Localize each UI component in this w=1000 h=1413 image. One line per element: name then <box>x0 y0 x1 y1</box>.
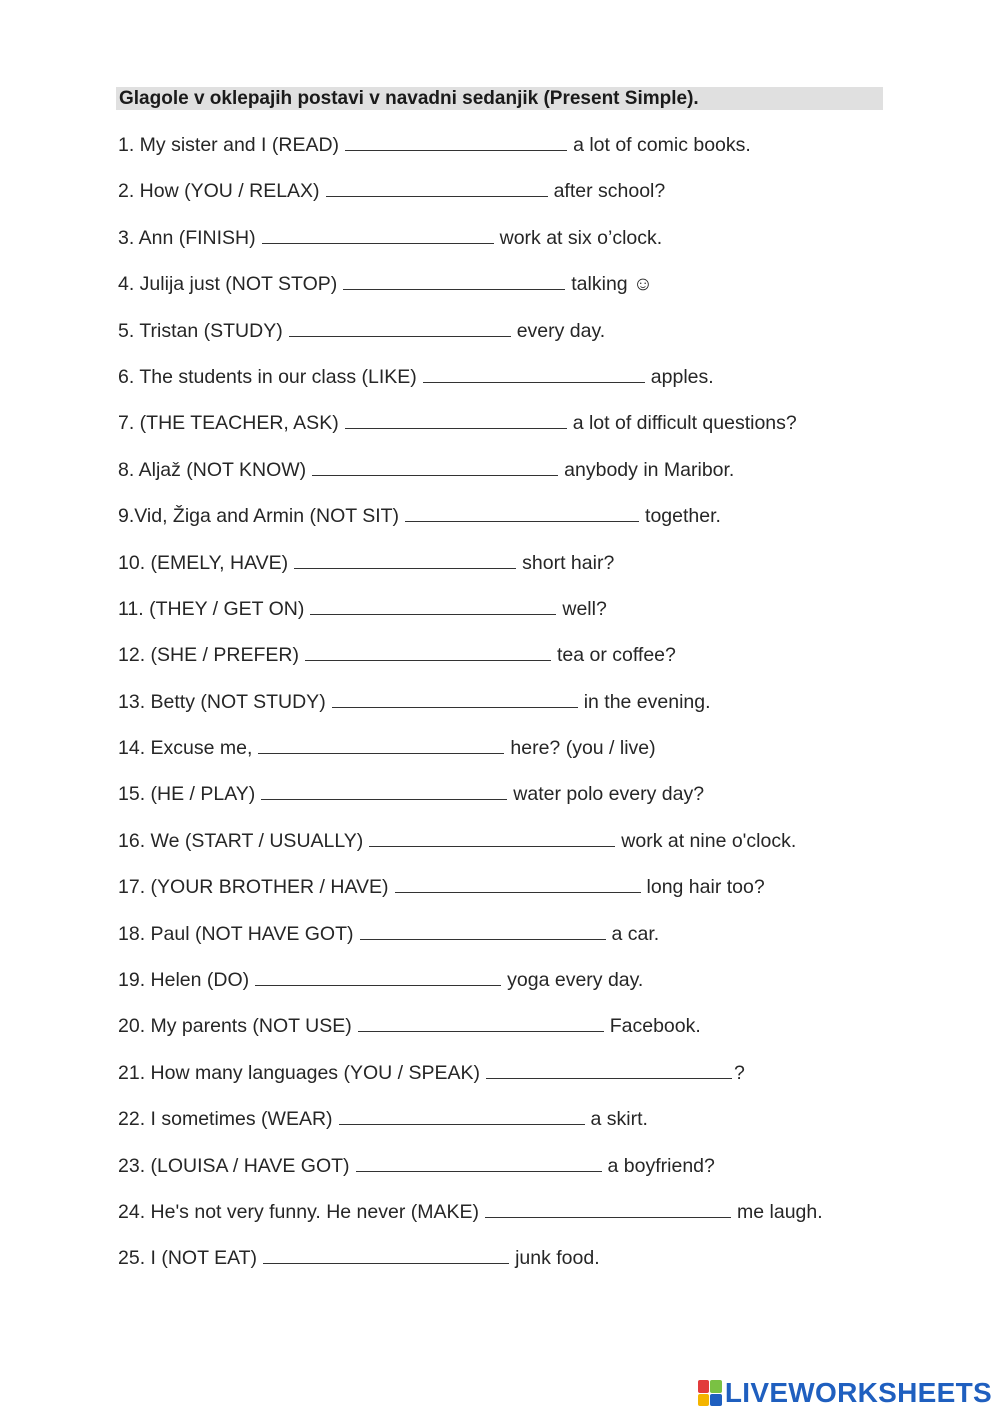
answer-blank[interactable] <box>289 318 511 337</box>
exercise-continuation: long hair too? <box>646 876 765 899</box>
exercise-continuation: after school? <box>553 180 666 203</box>
exercise-prompt: 16. We (START / USUALLY) <box>118 829 364 852</box>
logo-text: LIVEWORKSHEETS <box>724 1377 992 1408</box>
exercise-item <box>118 689 823 735</box>
exercise-prompt: 12. (SHE / PREFER) <box>118 644 299 667</box>
exercise-continuation: a car. <box>611 922 660 945</box>
liveworksheets-logo-icon <box>698 1380 722 1406</box>
answer-blank[interactable] <box>405 503 639 522</box>
exercise-continuation: a lot of comic books. <box>573 134 751 156</box>
exercise-continuation: together. <box>645 505 721 528</box>
exercise-prompt: 11. (THEY / GET ON) <box>118 597 305 620</box>
exercise-continuation: Facebook. <box>609 1015 701 1038</box>
exercise-continuation: talking ☺ <box>571 273 653 296</box>
exercise-item <box>118 735 823 781</box>
exercise-prompt: 15. (HE / PLAY) <box>118 783 256 806</box>
answer-blank[interactable] <box>326 178 548 197</box>
exercise-item <box>118 410 823 456</box>
answer-blank[interactable] <box>345 410 567 429</box>
exercise-prompt: 6. The students in our class (LIKE) <box>118 365 417 388</box>
exercise-continuation: every day. <box>516 319 606 342</box>
exercise-item <box>118 132 823 178</box>
exercise-continuation: water polo every day? <box>513 783 705 806</box>
exercise-item <box>118 318 823 364</box>
answer-blank[interactable] <box>258 735 504 754</box>
exercise-item <box>118 1153 823 1199</box>
exercise-continuation: here? (you / live) <box>510 737 656 760</box>
exercise-item <box>118 642 823 688</box>
answer-blank[interactable] <box>261 781 507 800</box>
exercise-item <box>118 271 823 317</box>
answer-blank[interactable] <box>255 967 501 986</box>
exercise-item <box>118 596 823 642</box>
answer-blank[interactable] <box>356 1153 602 1172</box>
answer-blank[interactable] <box>339 1106 585 1125</box>
exercise-prompt: 14. Excuse me, <box>118 737 253 760</box>
exercise-continuation: work at nine o'clock. <box>621 829 797 852</box>
exercise-item <box>118 1199 823 1245</box>
exercise-continuation: tea or coffee? <box>556 644 676 667</box>
exercise-continuation: work at six o’clock. <box>499 226 663 249</box>
exercise-item <box>118 178 823 224</box>
exercise-continuation: a lot of difficult questions? <box>572 412 797 435</box>
exercise-prompt: 23. (LOUISA / HAVE GOT) <box>118 1154 350 1177</box>
answer-blank[interactable] <box>262 225 494 244</box>
exercise-prompt: 4. Julija just (NOT STOP) <box>118 273 338 296</box>
answer-blank[interactable] <box>486 1060 732 1079</box>
exercise-prompt: 25. I (NOT EAT) <box>118 1247 258 1270</box>
exercise-continuation: junk food. <box>515 1247 600 1270</box>
exercise-prompt: 2. How (YOU / RELAX) <box>118 180 320 203</box>
answer-blank[interactable] <box>360 921 606 940</box>
answer-blank[interactable] <box>312 457 558 476</box>
exercise-prompt: 21. How many languages (YOU / SPEAK) <box>118 1061 480 1084</box>
exercise-prompt: 10. (EMELY, HAVE) <box>118 551 289 574</box>
exercise-prompt: 22. I sometimes (WEAR) <box>118 1108 333 1131</box>
exercise-continuation: yoga every day. <box>507 969 644 992</box>
exercise-continuation: in the evening. <box>583 690 711 713</box>
exercise-item <box>118 457 823 503</box>
answer-blank[interactable] <box>332 689 578 708</box>
exercise-prompt: 19. Helen (DO) <box>118 969 250 992</box>
exercise-item <box>118 1106 823 1152</box>
exercise-item <box>118 364 823 410</box>
instruction-heading: Glagole v oklepajih postavi v navadni sedanjik (Present Simple). <box>119 88 699 109</box>
exercise-prompt: 24. He's not very funny. He never (MAKE) <box>118 1200 480 1223</box>
exercise-item <box>118 781 823 827</box>
exercise-prompt: 1. My sister and I (READ) <box>118 134 340 156</box>
answer-blank[interactable] <box>423 364 645 383</box>
exercise-continuation: me laugh. <box>737 1200 823 1223</box>
exercise-item <box>118 550 823 596</box>
exercise-continuation: apples. <box>650 365 714 388</box>
answer-blank[interactable] <box>395 874 641 893</box>
answer-blank[interactable] <box>294 550 516 569</box>
exercise-item <box>118 503 823 549</box>
exercise-prompt: 18. Paul (NOT HAVE GOT) <box>118 922 354 945</box>
exercise-continuation: well? <box>562 597 607 620</box>
answer-blank[interactable] <box>358 1013 604 1032</box>
exercise-prompt: 20. My parents (NOT USE) <box>118 1015 352 1038</box>
answer-blank[interactable] <box>305 642 551 661</box>
exercise-item <box>118 1013 823 1059</box>
exercise-item <box>118 967 823 1013</box>
exercise-continuation: a boyfriend? <box>607 1154 715 1177</box>
exercise-item <box>118 1245 823 1291</box>
exercise-prompt: 9.Vid, Žiga and Armin (NOT SIT) <box>118 505 400 528</box>
exercise-continuation: ? <box>734 1061 745 1084</box>
exercise-prompt: 5. Tristan (STUDY) <box>118 319 283 342</box>
exercise-prompt: 7. (THE TEACHER, ASK) <box>118 412 339 435</box>
answer-blank[interactable] <box>343 271 565 290</box>
exercise-continuation: a skirt. <box>590 1108 648 1131</box>
exercise-item <box>118 828 823 874</box>
liveworksheets-logo <box>698 1376 992 1410</box>
exercise-prompt: 3. Ann (FINISH) <box>118 226 256 249</box>
exercise-item <box>118 874 823 920</box>
answer-blank[interactable] <box>310 596 556 615</box>
answer-blank[interactable] <box>263 1245 509 1264</box>
exercise-prompt: 8. Aljaž (NOT KNOW) <box>118 458 307 481</box>
exercise-item <box>118 225 823 271</box>
answer-blank[interactable] <box>485 1199 731 1218</box>
exercise-continuation: anybody in Maribor. <box>564 458 735 481</box>
exercise-prompt: 17. (YOUR BROTHER / HAVE) <box>118 876 389 899</box>
exercise-item <box>118 1060 823 1106</box>
exercise-list <box>118 132 823 1292</box>
exercise-prompt: 13. Betty (NOT STUDY) <box>118 690 326 713</box>
exercise-item <box>118 921 823 967</box>
answer-blank[interactable] <box>369 828 615 847</box>
answer-blank[interactable] <box>345 132 567 151</box>
exercise-continuation: short hair? <box>522 551 615 574</box>
